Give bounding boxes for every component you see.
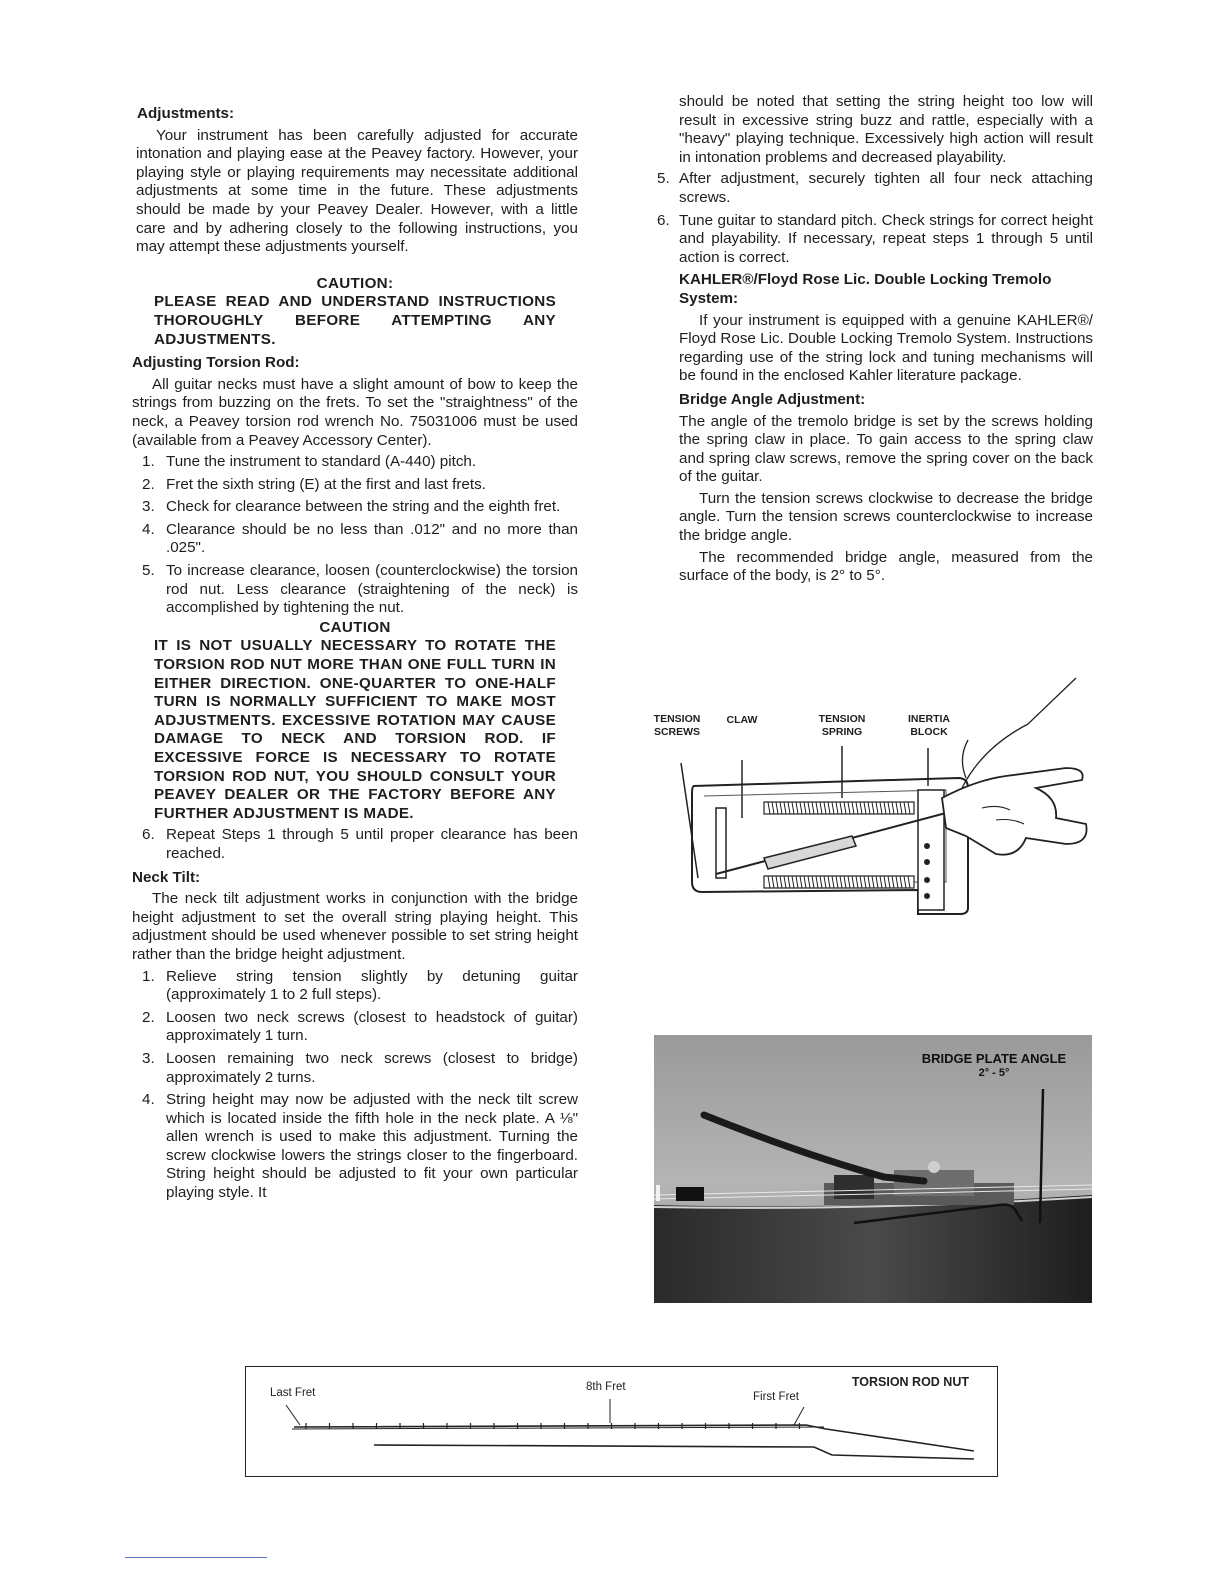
spring-coil: [792, 802, 794, 814]
spring-coil: [820, 802, 822, 814]
spring-coil: [908, 802, 910, 814]
spring-coil: [796, 802, 798, 814]
torsion-steps-list: [132, 453, 578, 618]
spring-coil: [832, 876, 834, 888]
neck-tilt-steps-cont: [657, 170, 1093, 267]
spring-coil: [844, 802, 846, 814]
spring-coil: [896, 802, 898, 814]
spring-coil: [876, 876, 878, 888]
tremolo-cavity-diagram: [646, 668, 1096, 928]
spring-coil: [784, 802, 786, 814]
neck-tilt-heading: Neck Tilt:: [132, 868, 201, 886]
list-item: 1. Tune the instrument to standard (A-440) pitch.: [142, 453, 477, 471]
torsion-rod-heading: Adjusting Torsion Rod:: [132, 354, 300, 372]
spring-coil: [812, 876, 814, 888]
spring-coil: [884, 876, 886, 888]
spring-coil: [776, 802, 778, 814]
caution-title-2: CAUTION: [319, 618, 391, 636]
spring-coil: [848, 876, 850, 888]
spring-coil: [832, 802, 834, 814]
spring-coil: [808, 876, 810, 888]
spring-coil: [772, 876, 774, 888]
continuation-paragraph: should be noted that setting the string height too low will result in excessive string buzz and rattle, especially with a "heavy" playing technique. Excessively high action will result in intonation problems and decreased playability.: [679, 93, 1093, 166]
spring-coil: [896, 876, 898, 888]
bridge-plate-angle-label: BRIDGE PLATE ANGLE 2° - 5°: [921, 1051, 1067, 1079]
spring-coil: [852, 802, 854, 814]
list-item: 2. Fret the sixth string (E) at the first and last frets.: [142, 475, 486, 493]
first-fret-label: First Fret: [753, 1391, 799, 1403]
label-inertia-block: INERTIA BLOCK: [908, 713, 950, 738]
spring-coil: [780, 876, 782, 888]
spring-coil: [796, 876, 798, 888]
torsion-rod-neck-diagram: [245, 1366, 998, 1477]
caution-text-1: PLEASE READ AND UNDERSTAND INSTRUCTIONS THOROUGHLY BEFORE ATTEMPTING ANY ADJUSTMENTS.: [154, 293, 556, 348]
kahler-heading: KAHLER®/Floyd Rose Lic. Double Locking Tremolo System:: [679, 271, 1052, 307]
spring-coil: [856, 802, 858, 814]
torsion-step-6: [132, 826, 578, 863]
spring-coil: [772, 802, 774, 814]
kahler-paragraph: If your instrument is equipped with a genuine KAHLER®/ Floyd Rose Lic. Double Locking Tremolo System. Instructions regarding use of the string lock and tuning mechanisms will be found in the enclosed Kahler literature package.: [679, 311, 1093, 385]
spring-coil: [780, 802, 782, 814]
list-item: 5. After adjustment, securely tighten all four neck attaching screws.: [657, 170, 1093, 206]
spring-coil: [808, 802, 810, 814]
torsion-rod-paragraph: All guitar necks must have a slight amount of bow to keep the strings from buzzing on the frets. To set the "straightness" of the neck, a Peavey torsion rod wrench No. 75031006 must be used (available from a Peavey Accessory Center).: [132, 375, 578, 449]
spring-coil: [816, 876, 818, 888]
spring-coil: [840, 876, 842, 888]
spring-coil: [836, 802, 838, 814]
list-item: 6. Tune guitar to standard pitch. Check strings for correct height and playability. If necessary, repeat steps 1 through 5 until action is correct.: [657, 211, 1093, 266]
caution-text-2: IT IS NOT USUALLY NECESSARY TO ROTATE THE TORSION ROD NUT MORE THAN ONE FULL TURN IN EITHER DIRECTION. ONE-QUARTER TO ONE-HALF TURN IS NORMALLY SUFFICIENT TO MAKE MOST ADJUSTMENTS. EXCESSIVE ROTATION MAY CAUSE DAMAGE TO NECK AND TORSION ROD. IF EXCESSIVE FORCE IS NECESSARY TO ROTATE TORSION ROD NUT, YOU SHOULD CONSULT YOUR PEAVEY DEALER OR THE FACTORY BEFORE ANY FURTHER ADJUSTMENT IS MADE.: [154, 637, 556, 822]
bridge-angle-paragraph-2: Turn the tension screws clockwise to decrease the bridge angle. Turn the tension screws counterclockwise to increase the bridge angle.: [679, 489, 1093, 545]
spring-coil: [892, 802, 894, 814]
spring-coil: [868, 802, 870, 814]
spring-coil: [820, 876, 822, 888]
list-item: 3. Loosen remaining two neck screws (closest to bridge) approximately 2 turns.: [142, 1049, 578, 1086]
label-claw: CLAW: [726, 714, 758, 726]
list-item: 4. String height may now be adjusted with the neck tilt screw which is located inside the fifth hole in the neck plate. A ⅛" allen wrench is used to make this adjustment. Turning the screw clockwise lowers the strings closer to the fingerboard. String height should be adjusted to fit your own particular playing style. It: [142, 1091, 578, 1202]
adjustments-heading: Adjustments:: [137, 105, 235, 122]
tremolo-illustration: [646, 668, 1096, 928]
spring-coil: [860, 802, 862, 814]
spring-coil: [872, 802, 874, 814]
spring-coil: [836, 876, 838, 888]
bridge-plate-angle-photo: [654, 1035, 1092, 1303]
spring-coil: [828, 802, 830, 814]
spring-coil: [888, 802, 890, 814]
spring-coil: [776, 876, 778, 888]
spring-coil: [904, 802, 906, 814]
spring-coil: [784, 876, 786, 888]
spring-coil: [824, 876, 826, 888]
adjustments-paragraph: Your instrument has been carefully adjusted for accurate intonation and playing ease at the Peavey factory. However, your playing style or playing requirements may necessitate additional adjustments at some time in the future. These adjustments should be made by your Peavey Dealer. However, with a little care and by adhering closely to the following instructions, you may attempt these adjustments yourself.: [136, 126, 578, 256]
spring-coil: [864, 802, 866, 814]
left-column: [132, 105, 578, 1207]
spring-coil: [900, 802, 902, 814]
spring-coil: [872, 876, 874, 888]
bridge-angle-paragraph-1: The angle of the tremolo bridge is set by the screws holding the spring claw in place. To gain access to the spring claw and spring claw screws, remove the spring cover on the back of the guitar.: [679, 412, 1093, 486]
bridge-angle-paragraph-3: The recommended bridge angle, measured from the surface of the body, is 2° to 5°.: [679, 548, 1093, 585]
spring-coil: [792, 876, 794, 888]
spring-coil: [804, 876, 806, 888]
spring-coil: [884, 802, 886, 814]
label-tension-screws: TENSION SCREWS: [653, 713, 701, 738]
spring-coil: [800, 876, 802, 888]
eighth-fret-label: 8th Fret: [586, 1381, 626, 1393]
list-item: 4. Clearance should be no less than .012" and no more than .025".: [142, 520, 578, 557]
spring-coil: [860, 876, 862, 888]
spring-coil: [768, 802, 770, 814]
spring-coil: [800, 802, 802, 814]
spring-coil: [848, 802, 850, 814]
spring-coil: [908, 876, 910, 888]
neck-illustration: [246, 1367, 999, 1478]
spring-coil: [768, 876, 770, 888]
list-item: 5. To increase clearance, loosen (counterclockwise) the torsion rod nut. Less clearance (straightening of the neck) is accomplished by tightening the nut.: [142, 562, 578, 617]
bridge-angle-heading: Bridge Angle Adjustment:: [679, 390, 866, 408]
footer-link-underline: [125, 1557, 267, 1558]
spring-coil: [892, 876, 894, 888]
list-item: 2. Loosen two neck screws (closest to headstock of guitar) approximately 1 turn.: [142, 1008, 578, 1045]
torsion-rod-nut-label: TORSION ROD NUT: [851, 1375, 969, 1389]
label-tension-spring: TENSION SPRING: [818, 713, 866, 738]
spring-coil: [804, 802, 806, 814]
spring-coil: [856, 876, 858, 888]
spring-coil: [900, 876, 902, 888]
spring-coil: [904, 876, 906, 888]
neck-tilt-paragraph: The neck tilt adjustment works in conjunction with the bridge height adjustment to set the overall string playing height. This adjustment should be used whenever possible to set string height rather than the bridge height adjustment.: [132, 890, 578, 963]
spring-coil: [824, 802, 826, 814]
list-item: 1. Relieve string tension slightly by detuning guitar (approximately 1 to 2 full steps).: [142, 967, 578, 1004]
spring-coil: [816, 802, 818, 814]
last-fret-label: Last Fret: [270, 1387, 316, 1399]
spring-coil: [880, 802, 882, 814]
spring-coil: [812, 802, 814, 814]
spring-coil: [876, 802, 878, 814]
spring-coil: [788, 876, 790, 888]
spring-coil: [788, 802, 790, 814]
spring-coil: [852, 876, 854, 888]
spring-coil: [844, 876, 846, 888]
spring-coil: [888, 876, 890, 888]
caution-title-1: CAUTION:: [316, 274, 394, 292]
spring-coil: [840, 802, 842, 814]
list-item: 3. Check for clearance between the string and the eighth fret.: [142, 498, 561, 516]
neck-tilt-steps-list: [132, 968, 578, 1203]
spring-coil: [828, 876, 830, 888]
spring-coil: [864, 876, 866, 888]
list-item: 6. Repeat Steps 1 through 5 until proper clearance has been reached.: [142, 826, 578, 862]
spring-coil: [868, 876, 870, 888]
right-column: [657, 93, 1093, 589]
spring-coil: [880, 876, 882, 888]
